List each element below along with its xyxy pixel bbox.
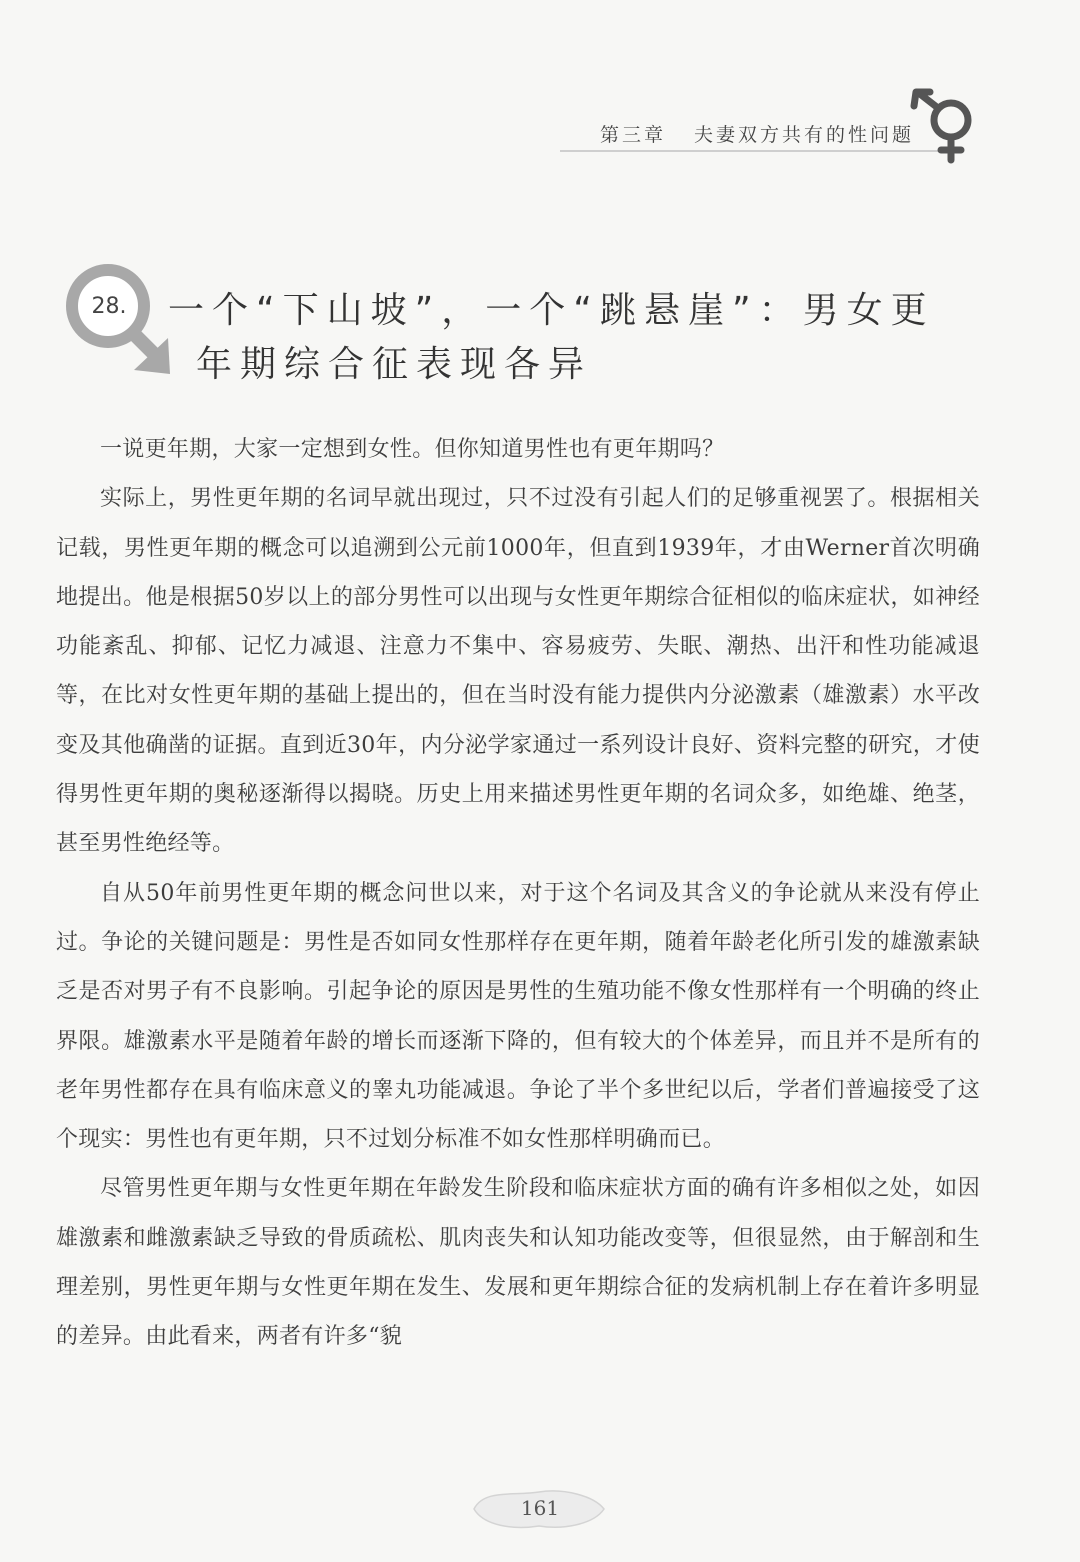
section-title [168, 284, 998, 392]
paragraph: 一说更年期，大家一定想到女性。但你知道男性也有更年期吗？ [100, 437, 725, 462]
section-number: 28. [91, 294, 127, 319]
paragraph: 实际上，男性更年期的名词早就出现过，只不过没有引起人们的足够重视罢了。根据相关记载，男性更年期的概念可以追溯到公元前1000年，但直到1939年，才由Werner首次明确地提出。他是根据50岁以上的部分男性可以出现与女性更年期综合征相似的临床症状，如神经功能紊乱、抑郁、记忆力减退、注意力不集中、容易疲劳、失眠、潮热、出汗和性功能减退等，在比对女性更年期的基础上提出的，但在当时没有能力提供内分泌激素（雄激素）水平改变及其他确凿的证据。直到近30年，内分泌学家通过一系列设计良好、资料完整的研究，才使得男性更年期的奥秘逐渐得以揭晓。历史上用来描述男性更年期的名词众多，如绝雄、绝茎，甚至男性绝经等。 [56, 486, 980, 857]
chapter-label: 第三章 [599, 124, 666, 146]
running-header [0, 0, 1080, 200]
male-symbol-icon [62, 258, 182, 388]
header-text [600, 120, 914, 147]
paragraph: 尽管男性更年期与女性更年期在年龄发生阶段和临床症状方面的确有许多相似之处，如因雄激素和雌激素缺乏导致的骨质疏松、肌肉丧失和认知功能改变等，但很显然，由于解剖和生理差别，男性更年期与女性更年期在发生、发展和更年期综合征的发病机制上存在着许多明显的差异。由此看来，两者有许多“貌 [56, 1176, 980, 1350]
paragraph: 自从50年前男性更年期的概念问世以来，对于这个名词及其含义的争论就从来没有停止过。争论的关键问题是：男性是否如同女性那样存在更年期，随着年龄老化所引发的雄激素缺乏是否对男子有不良影响。引起争论的原因是男性的生殖功能不像女性那样有一个明确的终止界限。雄激素水平是随着年龄的增长而逐渐下降的，但有较大的个体差异，而且并不是所有的老年男性都存在具有临床意义的睾丸功能减退。争论了半个多世纪以后，学者们普遍接受了这个现实：男性也有更年期，只不过划分标准不如女性那样明确而已。 [56, 880, 980, 1153]
body-text [56, 425, 980, 1362]
title-line-1: 一个“下山坡”，一个“跳悬崖”：男女更 [168, 290, 935, 331]
page-number: 161 [520, 1496, 560, 1520]
gender-symbols-icon [906, 86, 986, 166]
header-rule [560, 150, 940, 152]
section-label: 夫妻双方共有的性问题 [693, 124, 914, 146]
title-line-2: 年期综合征表现各异 [196, 344, 593, 385]
